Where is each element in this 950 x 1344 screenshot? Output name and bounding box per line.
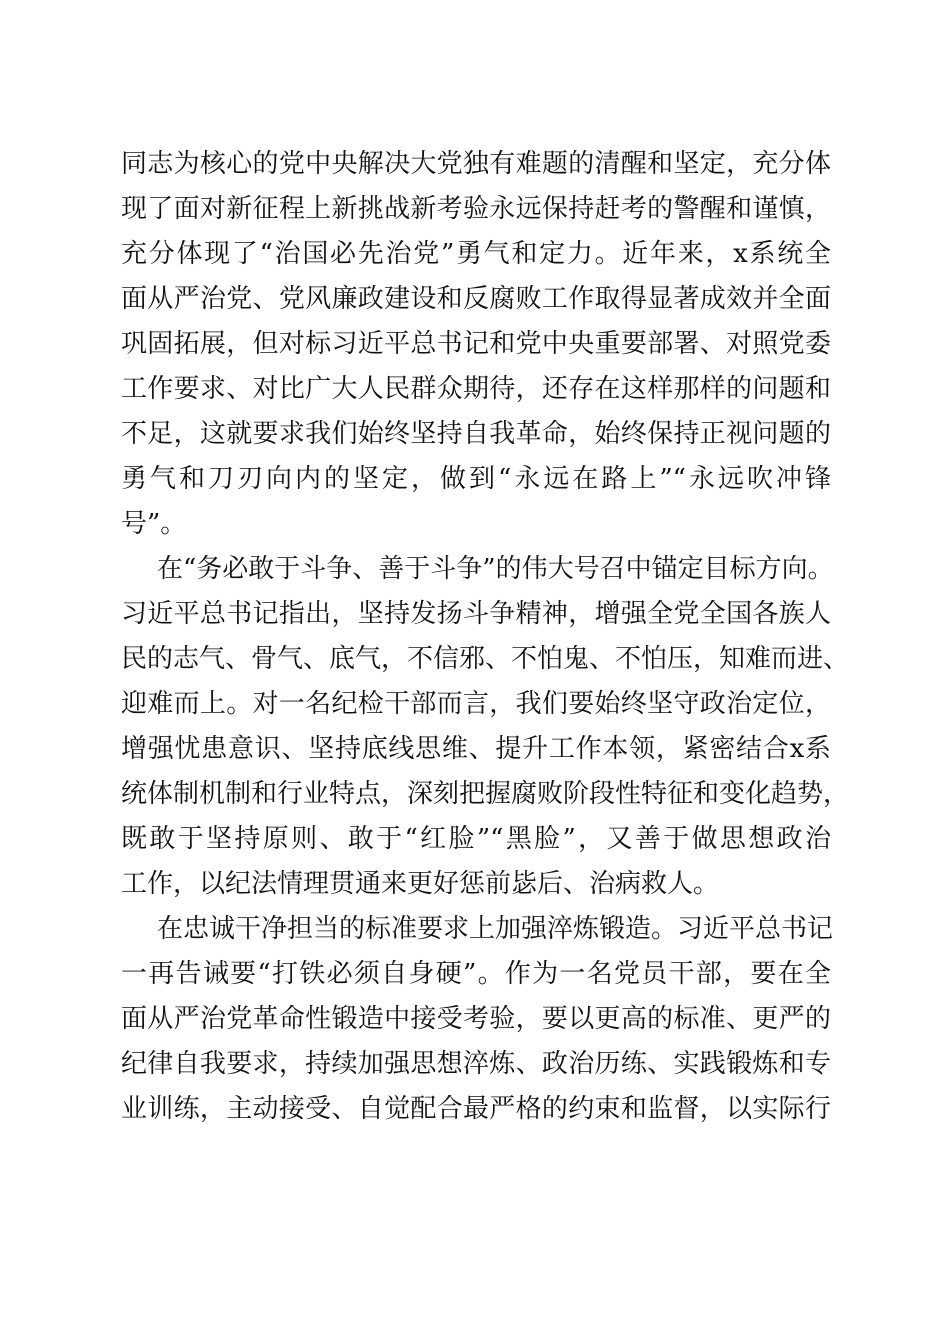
paragraph-1-line-3: 充分体现了“治国必先治党”勇气和定力。近年来，x系统全 — [121, 239, 831, 269]
paragraph-1-line-5: 巩固拓展，但对标习近平总书记和党中央重要部署、对照党委 — [121, 329, 831, 359]
paragraph-1-line-9: 号”。 — [121, 509, 187, 539]
paragraph-2-line-2: 习近平总书记指出，坚持发扬斗争精神，增强全党全国各族人 — [121, 599, 831, 629]
paragraph-1-line-7: 不足，这就要求我们始终坚持自我革命，始终保持正视问题的 — [121, 419, 831, 449]
paragraph-2-line-7: 既敢于坚持原则、敢于“红脸”“黑脸”，又善于做思想政治 — [121, 824, 831, 854]
paragraph-1-line-4: 面从严治党、党风廉政建设和反腐败工作取得显著成效并全面 — [121, 284, 831, 314]
paragraph-2-line-1: 在“务必敢于斗争、善于斗争”的伟大号召中锚定目标方向。 — [157, 554, 834, 584]
paragraph-2-line-3: 民的志气、骨气、底气，不信邪、不怕鬼、不怕压，知难而进、 — [121, 644, 850, 674]
document-body — [121, 142, 850, 1132]
paragraph-2-line-8: 工作，以纪法情理贯通来更好惩前毖后、治病救人。 — [121, 869, 720, 899]
paragraph-3-line-3: 面从严治党革命性锻造中接受考验，要以更高的标准、更严的 — [121, 1004, 831, 1034]
paragraph-2-line-6: 统体制机制和行业特点，深刻把握腐败阶段性特征和变化趋势， — [121, 779, 850, 809]
paragraph-3-line-5: 业训练，主动接受、自觉配合最严格的约束和监督，以实际行 — [121, 1094, 831, 1124]
paragraph-1-line-8: 勇气和刀刃向内的坚定，做到“永远在路上”“永远吹冲锋 — [121, 464, 831, 494]
paragraph-1-line-1: 同志为核心的党中央解决大党独有难题的清醒和坚定，充分体 — [121, 149, 831, 179]
paragraph-3-line-4: 纪律自我要求，持续加强思想淬炼、政治历练、实践锻炼和专 — [121, 1049, 831, 1079]
paragraph-3-line-2: 一再告诫要“打铁必须自身硬”。作为一名党员干部，要在全 — [121, 959, 831, 989]
paragraph-1-line-6: 工作要求、对比广大人民群众期待，还存在这样那样的问题和 — [121, 374, 831, 404]
paragraph-3-line-1: 在忠诚干净担当的标准要求上加强淬炼锻造。习近平总书记 — [157, 914, 834, 944]
paragraph-1-line-2: 现了面对新征程上新挑战新考验永远保持赶考的警醒和谨慎， — [121, 194, 831, 224]
paragraph-2-line-4: 迎难而上。对一名纪检干部而言，我们要始终坚守政治定位， — [121, 689, 831, 719]
paragraph-2-line-5: 增强忧患意识、坚持底线思维、提升工作本领，紧密结合x系 — [121, 734, 831, 764]
